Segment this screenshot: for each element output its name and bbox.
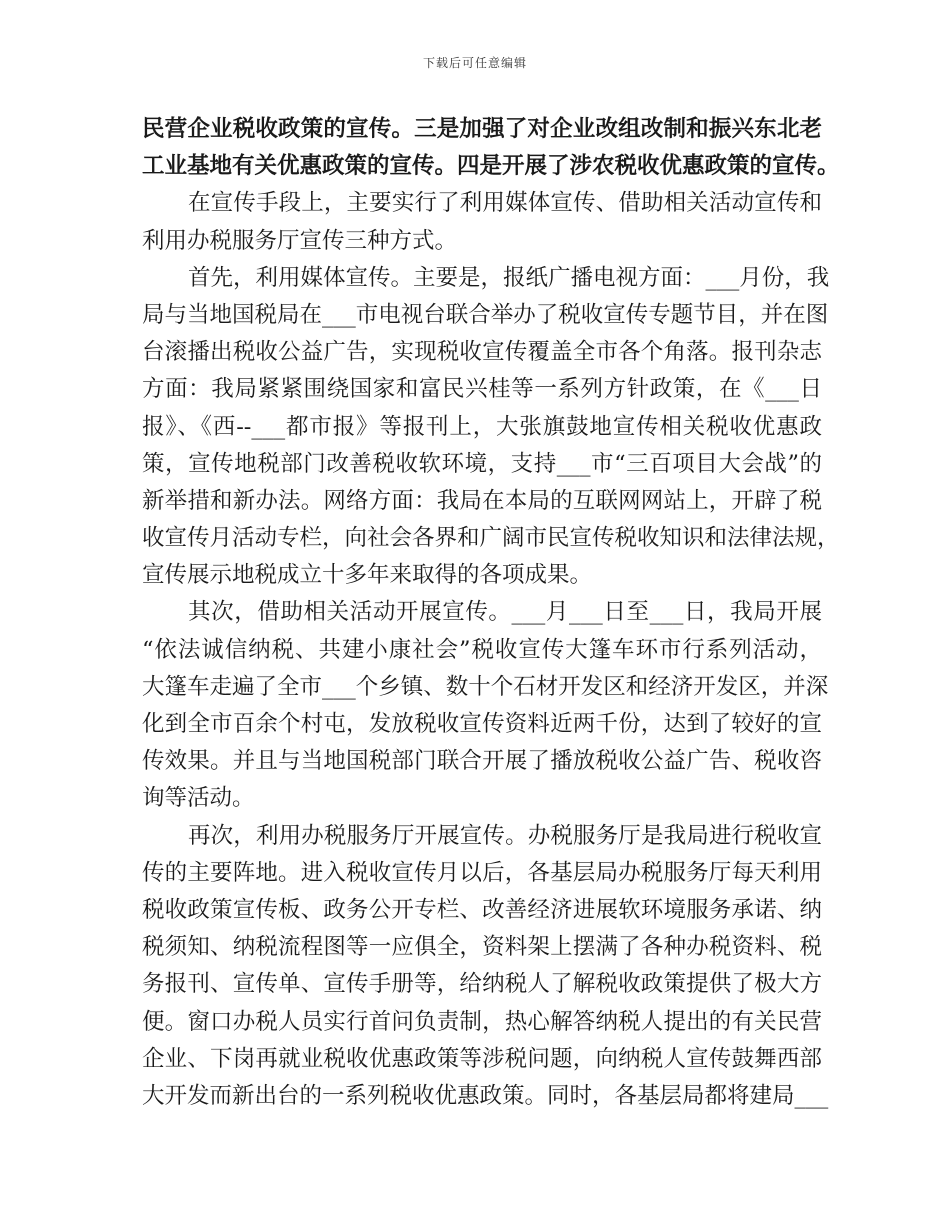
text-line: 传的主要阵地。进入税收宣传月以后，各基层局办税服务厅每天利用 bbox=[142, 859, 822, 886]
text-line: 传效果。并且与当地国税部门联合开展了播放税收公益广告、税收咨 bbox=[142, 748, 822, 775]
text-line: 大开发而新出台的一系列税收优惠政策。同时，各基层局都将建局___ bbox=[142, 1082, 829, 1109]
text-line: 局与当地国税局在___市电视台联合举办了税收宣传专题节目，并在图 bbox=[142, 301, 829, 328]
text-line: 企业、下岗再就业税收优惠政策等涉税问题，向纳税人宣传鼓舞西部 bbox=[142, 1045, 822, 1072]
text-line: 宣传展示地税成立十多年来取得的各项成果。 bbox=[142, 562, 593, 589]
text-line: 利用办税服务厅宣传三种方式。 bbox=[142, 227, 458, 254]
text-line: 工业基地有关优惠政策的宣传。四是开展了涉农税收优惠政策的宣传。 bbox=[142, 153, 840, 180]
text-line: 策，宣传地税部门改善税收软环境，支持___市“三百项目大会战”的 bbox=[142, 450, 822, 477]
text-line: 其次，借助相关活动开展宣传。___月___日至___日，我局开展 bbox=[188, 599, 822, 626]
text-line: 税须知、纳税流程图等一应俱全，资料架上摆满了各种办税资料、税 bbox=[142, 934, 822, 961]
text-line: 收宣传月活动专栏，向社会各界和广阔市民宣传税收知识和法律法规， bbox=[142, 525, 840, 552]
text-line: 便。窗口办税人员实行首问负责制，热心解答纳税人提出的有关民营 bbox=[142, 1008, 822, 1035]
text-line: 务报刊、宣传单、宣传手册等，给纳税人了解税收政策提供了极大方 bbox=[142, 971, 822, 998]
text-line: “依法诚信纳税、共建小康社会”税收宣传大篷车环市行系列活动， bbox=[142, 636, 822, 663]
text-line: 民营企业税收政策的宣传。三是加强了对企业改组改制和振兴东北老 bbox=[142, 116, 822, 142]
page-header: 下载后可任意编辑 bbox=[422, 56, 527, 70]
text-line: 新举措和新办法。网络方面：我局在本局的互联网网站上，开辟了税 bbox=[142, 487, 822, 514]
text-line: 询等活动。 bbox=[142, 785, 255, 812]
text-line: 首先，利用媒体宣传。主要是，报纸广播电视方面：___月份，我 bbox=[188, 264, 830, 291]
text-line: 方面：我局紧紧围绕国家和富民兴桂等一系列方针政策，在《___日 bbox=[142, 376, 822, 403]
text-line: 大篷车走遍了全市___个乡镇、数十个石材开发区和经济开发区，并深 bbox=[142, 673, 829, 700]
text-line: 再次，利用办税服务厅开展宣传。办税服务厅是我局进行税收宣 bbox=[188, 822, 822, 849]
text-line: 台滚播出税收公益广告，实现税收宣传覆盖全市各个角落。报刊杂志 bbox=[142, 339, 822, 366]
text-line: 在宣传手段上，主要实行了利用媒体宣传、借助相关活动宣传和 bbox=[188, 190, 822, 217]
document-body bbox=[142, 111, 840, 1115]
text-line: 税收政策宣传板、政务公开专栏、改善经济进展软环境服务承诺、纳 bbox=[142, 896, 822, 923]
text-line: 化到全市百余个村屯，发放税收宣传资料近两千份，达到了较好的宣 bbox=[142, 711, 822, 737]
text-line: 报》、《西--___都市报》等报刊上，大张旗鼓地宣传相关税收优惠政 bbox=[142, 413, 822, 440]
